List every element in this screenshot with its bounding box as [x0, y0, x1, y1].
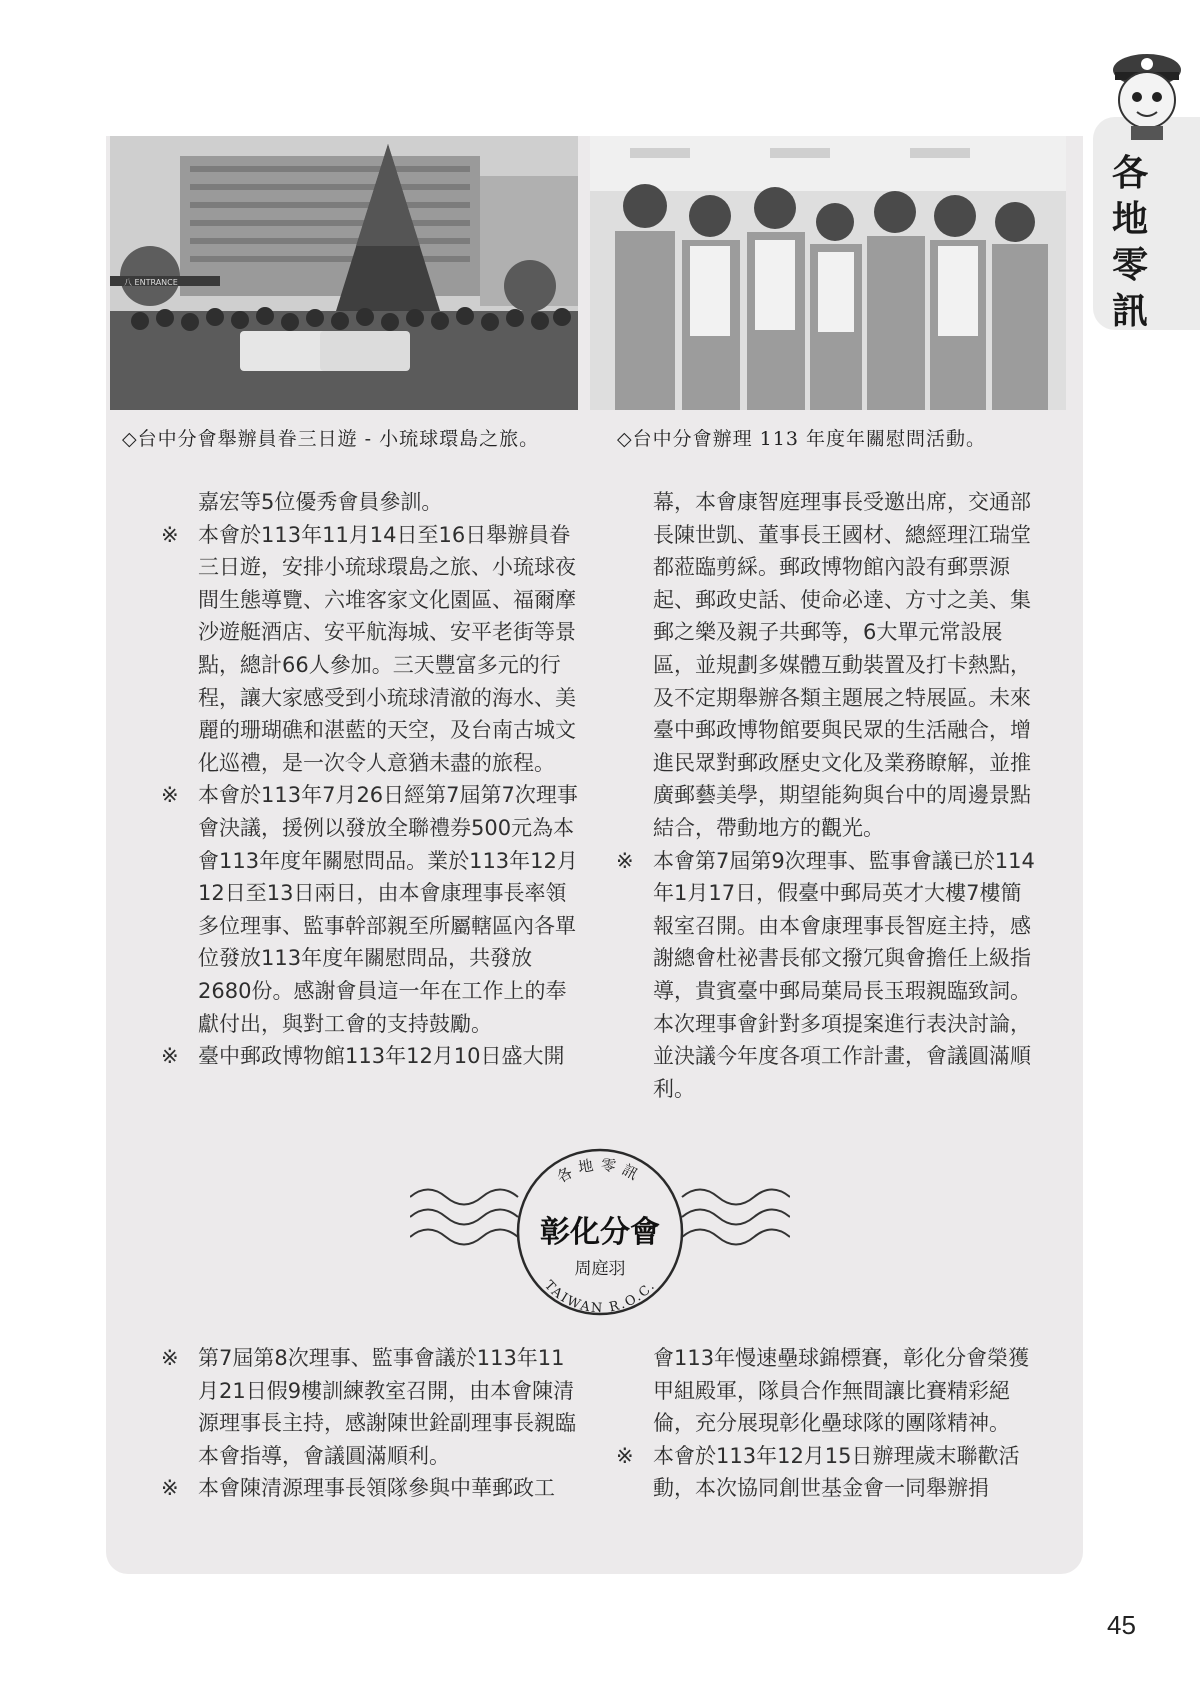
branch-title: 彰化分會 — [540, 1215, 660, 1250]
postmark-section-heading — [410, 1142, 790, 1322]
list-item — [616, 845, 1038, 1106]
list-item — [161, 1040, 583, 1073]
postmark-arc-bottom: TAIWAN R.O.C. — [541, 1277, 659, 1317]
reference-mark: ※ — [616, 1443, 634, 1468]
column-2 — [616, 486, 1038, 1105]
section-tab-label: 各地零訊 — [1111, 152, 1148, 332]
page-number: 45 — [1107, 1610, 1136, 1640]
reference-mark: ※ — [161, 783, 179, 808]
reference-mark: ※ — [161, 1476, 179, 1501]
list-item-text: 本會第7屆第9次理事、監事會議已於114年1月17日，假臺中郵局英才大樓7樓簡報室召開。由本會康理事長智庭主持，感謝總會杜祕書長郁文撥冗與會擔任上級指導，貴賓臺中郵局葉局長玉瑕親臨致詞。本次理事會針對多項提案進行表決討論，並決議今年度各項工作計畫，會議圓滿順利。 — [653, 848, 1035, 1101]
column-1 — [161, 486, 583, 1073]
author-name: 周庭羽 — [574, 1259, 626, 1279]
photo-tour-group — [110, 136, 578, 410]
entrance-sign: 八 ENTRANCE — [124, 278, 178, 287]
list-item-text: 本會於113年7月26日經第7屆第7次理事會決議，援例以發放全聯禮券500元為本會113年度年關慰問品。業於113年12月12日至13日兩日，由本會康理事長率領多位理事、監事幹部親至所屬轄區內各單位發放113年度年關慰問品，共發放2680份。感謝會員這一年在工作上的奉獻付出，與對工會的支持鼓勵。 — [198, 783, 578, 1036]
photo-caption-right: ◇台中分會辦理 113 年度年關慰問活動。 — [617, 428, 986, 450]
photo-caption-left: ◇台中分會舉辦員眷三日遊 - 小琉球環島之旅。 — [122, 428, 540, 450]
list-item — [161, 1472, 583, 1505]
reference-mark: ※ — [161, 1346, 179, 1370]
list-item-text: 第7屆第8次理事、監事會議於113年11月21日假9樓訓練教室召開，由本會陳清源理事長主持，感謝陳世銓副理事長親臨本會指導，會議圓滿順利。 — [198, 1346, 576, 1468]
list-item-text: 臺中郵政博物館113年12月10日盛大開 — [198, 1044, 565, 1069]
photo-year-end-visit — [590, 136, 1066, 410]
paragraph-continuation: 幕，本會康智庭理事長受邀出席，交通部長陳世凱、董事長王國材、總經理江瑞堂都蒞臨剪綵。郵政博物館內設有郵票源起、郵政史話、使命必達、方寸之美、集郵之樂及親子共郵等，6大單元常設展區，並規劃多媒體互動裝置及打卡熱點，及不定期舉辦各類主題展之特展區。未來臺中郵政博物館要與民眾的生活融合，增進民眾對郵政歷史文化及業務瞭解，並推廣郵藝美學，期望能夠與台中的周邊景點結合，帶動地方的觀光。 — [653, 490, 1031, 840]
reference-mark: ※ — [616, 848, 634, 873]
reference-mark: ※ — [161, 522, 179, 547]
list-item-text: 本會陳清源理事長領隊參與中華郵政工 — [198, 1476, 555, 1501]
list-item — [161, 779, 583, 1040]
list-item — [161, 519, 583, 780]
column-4 — [616, 1342, 1038, 1505]
column-3 — [161, 1342, 583, 1505]
paragraph-continuation: 會113年慢速壘球錦標賽，彰化分會榮獲甲組殿軍，隊員合作無間讓比賽精彩絕倫，充分展現彰化壘球隊的團隊精神。 — [653, 1346, 1030, 1436]
list-item-text: 本會於113年12月15日辦理歲末聯歡活動，本次協同創世基金會一同舉辦捐 — [653, 1443, 1020, 1501]
list-item — [161, 1342, 583, 1472]
list-item — [616, 1440, 1038, 1505]
paragraph-continuation: 嘉宏等5位優秀會員參訓。 — [198, 490, 443, 514]
reference-mark: ※ — [161, 1044, 179, 1069]
postmark-arc-top: 各地零訊 — [553, 1155, 647, 1187]
list-item-text: 本會於113年11月14日至16日舉辦員眷三日遊，安排小琉球環島之旅、小琉球夜間生態導覽、六堆客家文化園區、福爾摩沙遊艇酒店、安平航海城、安平老街等景點，總計66人參加。三天豐富多元的行程，讓大家感受到小琉球清澈的海水、美麗的珊瑚礁和湛藍的天空，及台南古城文化巡禮，是一次令人意猶未盡的旅程。 — [198, 522, 576, 775]
postman-mascot-icon — [1097, 42, 1197, 142]
